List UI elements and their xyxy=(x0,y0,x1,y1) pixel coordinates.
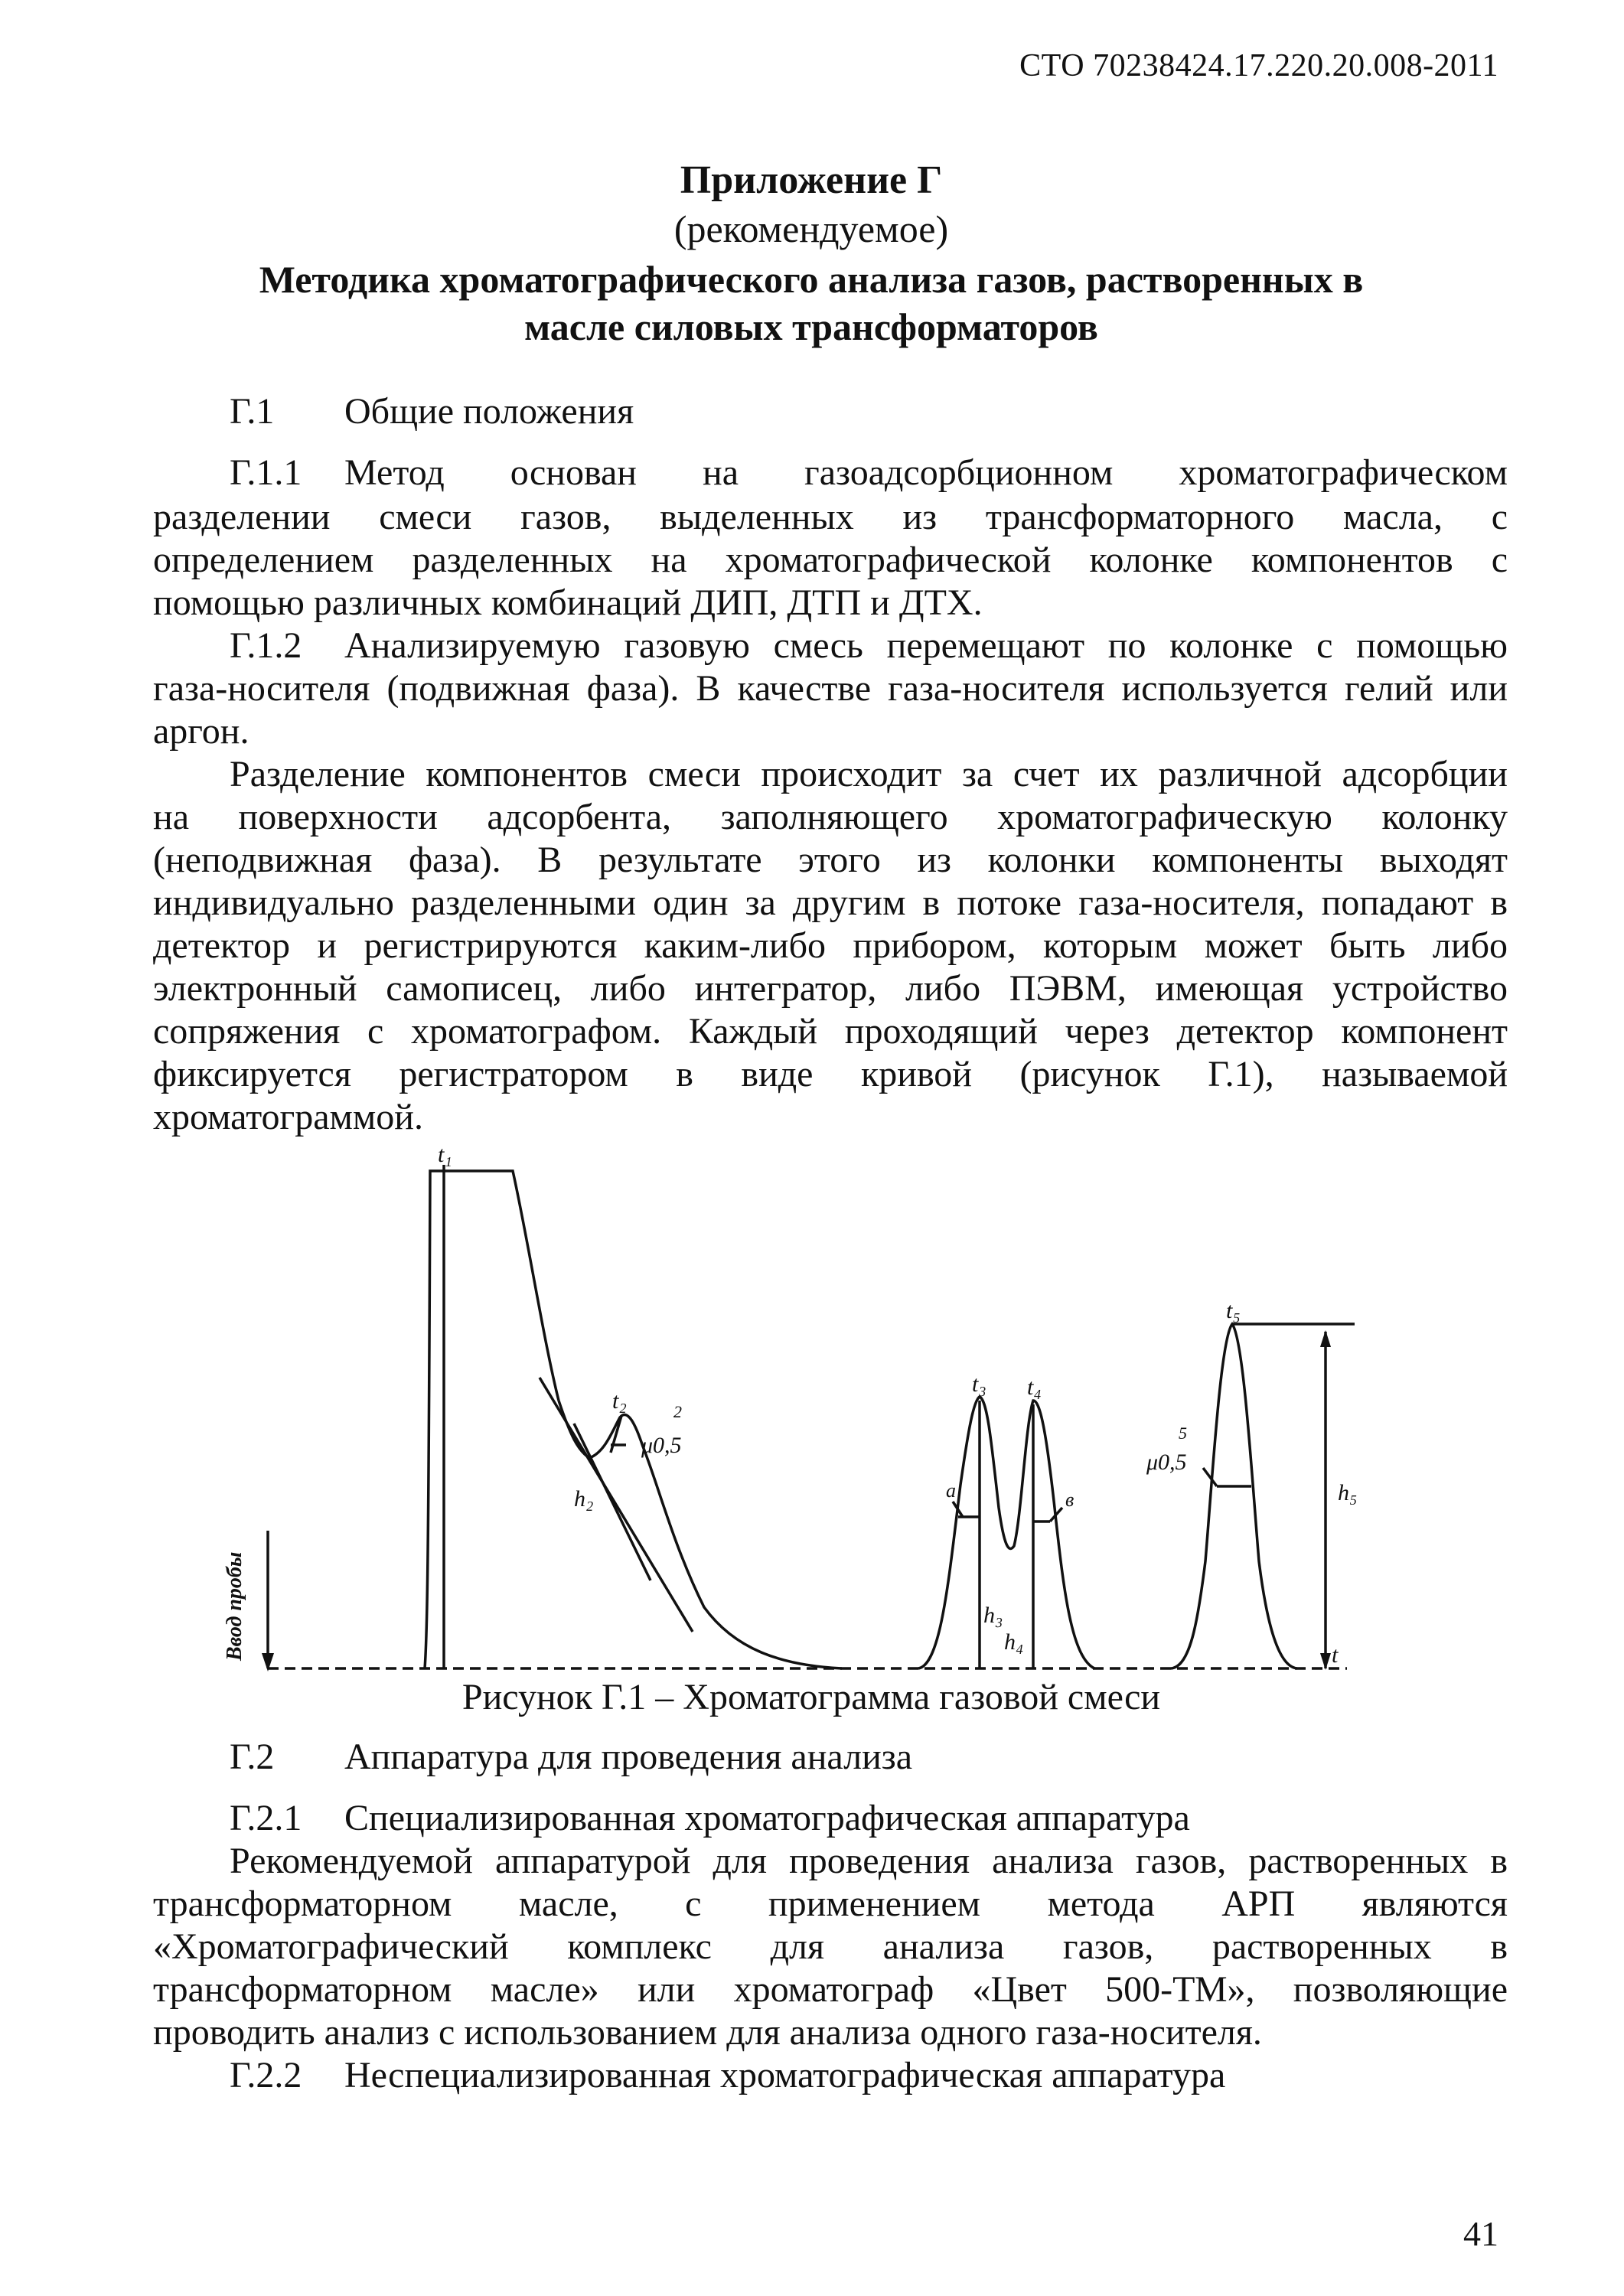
paragraph-g1-1-line: помощью различных комбинаций ДИП, ДТП и ДТХ. xyxy=(153,582,983,623)
section-number: Г.1 xyxy=(230,391,275,432)
t2-label: t₂ xyxy=(612,1388,627,1414)
leader-mu5 xyxy=(1203,1468,1217,1486)
figure-caption: Рисунок Г.1 – Хроматограмма газовой смеси xyxy=(461,1677,1161,1717)
mu2-superscript: 2 xyxy=(673,1402,682,1421)
mu5-superscript: 5 xyxy=(1179,1424,1187,1443)
paragraph-text: Анализируемую газовую смесь перемещают по колонке с помощью xyxy=(344,625,1508,666)
paragraph-separation-line: хроматограммой. xyxy=(153,1097,423,1137)
paragraph-g1-1-line xyxy=(230,452,1508,494)
section-g1-heading xyxy=(230,390,1508,432)
paragraph-recommended-line: трансформаторном масле, с применением метода АРП являются xyxy=(153,1883,1508,1924)
peaks-t3-t4 xyxy=(918,1397,1094,1668)
paragraph-recommended-line: трансформаторном масле» или хроматограф «Цвет 500-ТМ», позволяющие xyxy=(153,1969,1508,2010)
section-number: Г.1.2 xyxy=(230,625,302,666)
paragraph-g1-1-line: разделении смеси газов, выделенных из трансформаторного масла, с xyxy=(153,497,1508,537)
paragraph-separation-line: (неподвижная фаза). В результате этого из колонки компоненты выходят xyxy=(153,840,1508,880)
paragraph-g1-2-line xyxy=(230,625,1508,667)
mu5-label: μ0,5 xyxy=(1146,1450,1187,1475)
mu2-label: μ0,5 xyxy=(641,1433,682,1458)
paragraph-recommended-line: Рекомендуемой аппаратурой для проведения анализа газов, растворенных в xyxy=(230,1841,1508,1881)
paragraph-separation-line: сопряжения с хроматографом. Каждый проходящий через детектор компонент xyxy=(153,1011,1508,1052)
section-title: Специализированная хроматографическая аппаратура xyxy=(344,1798,1190,1838)
paragraph-separation-line: на поверхности адсорбента, заполняющего хроматографическую колонку xyxy=(153,797,1508,837)
peak-t2 xyxy=(559,1401,842,1668)
page-number: 41 xyxy=(1463,2214,1498,2253)
h5-label: h₅ xyxy=(1338,1480,1358,1505)
paragraph-g1-2-line: газа-носителя (подвижная фаза). В качестве газа-носителя используется гелий или xyxy=(153,668,1508,709)
appendix-title: Приложение Г xyxy=(680,158,943,202)
peak-t5 xyxy=(1171,1324,1297,1668)
t-axis-label: t xyxy=(1332,1642,1339,1668)
appendix-heading xyxy=(153,256,1469,351)
sample-input-label: Ввод пробы xyxy=(223,1551,246,1661)
chromatogram-figure xyxy=(153,1148,1531,1699)
paragraph-separation-line: индивидуально разделенными один за другим в потоке газа-носителя, попадают в xyxy=(153,882,1508,923)
paragraph-recommended-line: «Хроматографический комплекс для анализа газов, растворенных в xyxy=(153,1926,1508,1967)
document-code: СТО 70238424.17.220.20.008-2011 xyxy=(1019,48,1498,83)
paragraph-g1-2-line: аргон. xyxy=(153,711,249,752)
section-number: Г.2 xyxy=(230,1737,275,1777)
section-title: Неспециализированная хроматографическая аппаратура xyxy=(344,2055,1226,2095)
section-title: Аппаратура для проведения анализа xyxy=(344,1737,913,1777)
h4-label: h₄ xyxy=(1004,1629,1024,1655)
section-number: Г.1.1 xyxy=(230,452,302,493)
h2-label: h₂ xyxy=(574,1486,594,1512)
appendix-subtitle: (рекомендуемое) xyxy=(673,207,949,250)
paragraph-g1-1-line: определением разделенных на хроматографической колонке компонентов с xyxy=(153,540,1508,580)
paragraph-separation-line: фиксируется регистратором в виде кривой (рисунок Г.1), называемой xyxy=(153,1054,1508,1094)
h3-label: h₃ xyxy=(983,1603,1003,1628)
section-g2-1-heading xyxy=(230,1797,1508,1839)
appendix-heading-line2: масле силовых трансформаторов xyxy=(524,305,1098,348)
tangent-line xyxy=(540,1378,693,1632)
t3-label: t₃ xyxy=(972,1371,986,1397)
appendix-heading-line1: Методика хроматографического анализа газов, растворенных в xyxy=(259,258,1364,301)
t4-label: t₄ xyxy=(1027,1375,1042,1400)
paragraph-text: Метод основан на газоадсорбционном хроматографическом xyxy=(344,452,1508,493)
section-title: Общие положения xyxy=(344,391,634,432)
label-a: a xyxy=(946,1479,956,1502)
section-number: Г.2.2 xyxy=(230,2055,302,2095)
t5-label: t₅ xyxy=(1226,1298,1241,1323)
paragraph-separation-line: электронный самописец, либо интегратор, либо ПЭВМ, имеющая устройство xyxy=(153,968,1508,1009)
h5-arrow-top xyxy=(1320,1330,1331,1347)
paragraph-recommended-line: проводить анализ с использованием для анализа одного газа-носителя. xyxy=(153,2012,1262,2053)
section-g2-heading xyxy=(230,1736,1508,1778)
section-g2-2-heading xyxy=(230,2054,1508,2096)
paragraph-separation-line: детектор и регистрируются каким-либо прибором, которым может быть либо xyxy=(153,925,1508,966)
section-number: Г.2.1 xyxy=(230,1798,302,1838)
label-b: в xyxy=(1065,1489,1075,1511)
paragraph-separation-line: Разделение компонентов смеси происходит за счет их различной адсорбции xyxy=(230,754,1508,794)
t1-label: t₁ xyxy=(438,1148,452,1167)
